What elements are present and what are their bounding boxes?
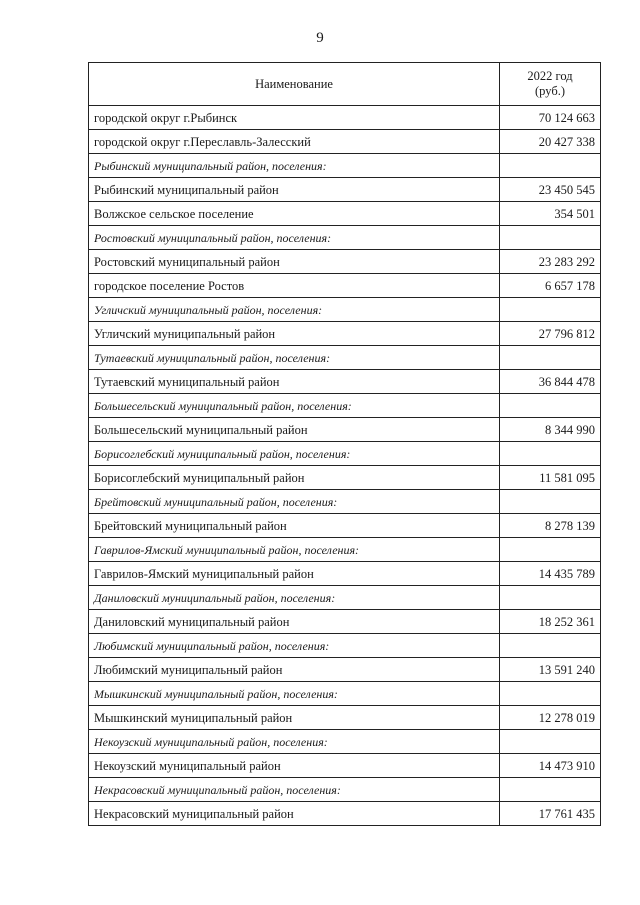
- amount-cell: [500, 346, 601, 370]
- header-amount: [500, 63, 601, 106]
- table-row: [89, 178, 601, 202]
- table-row: [89, 130, 601, 154]
- amount-cell: 8 278 139: [500, 514, 601, 538]
- group-heading-row: [89, 298, 601, 322]
- amount-cell: 17 761 435: [500, 802, 601, 826]
- amount-cell: 8 344 990: [500, 418, 601, 442]
- amount-cell: 20 427 338: [500, 130, 601, 154]
- group-heading-cell: Даниловский муниципальный район, поселения:: [89, 586, 500, 610]
- name-cell: городской округ г.Рыбинск: [89, 106, 500, 130]
- group-heading-row: [89, 586, 601, 610]
- group-heading-cell: Тутаевский муниципальный район, поселения:: [89, 346, 500, 370]
- name-cell: городское поселение Ростов: [89, 274, 500, 298]
- group-heading-cell: Любимский муниципальный район, поселения:: [89, 634, 500, 658]
- amount-cell: 70 124 663: [500, 106, 601, 130]
- table-header-row: [89, 63, 601, 106]
- name-cell: городской округ г.Переславль-Залесский: [89, 130, 500, 154]
- table-row: [89, 610, 601, 634]
- amount-cell: [500, 394, 601, 418]
- name-cell: Некрасовский муниципальный район: [89, 802, 500, 826]
- name-cell: Рыбинский муниципальный район: [89, 178, 500, 202]
- table-row: [89, 466, 601, 490]
- amount-cell: 11 581 095: [500, 466, 601, 490]
- amount-cell: [500, 634, 601, 658]
- table-row: [89, 754, 601, 778]
- amount-cell: [500, 586, 601, 610]
- group-heading-row: [89, 226, 601, 250]
- table-row: [89, 706, 601, 730]
- header-amount-year: 2022 год: [527, 69, 573, 83]
- amount-cell: 14 473 910: [500, 754, 601, 778]
- name-cell: Борисоглебский муниципальный район: [89, 466, 500, 490]
- table-row: [89, 106, 601, 130]
- amount-cell: 13 591 240: [500, 658, 601, 682]
- amount-cell: 14 435 789: [500, 562, 601, 586]
- amount-cell: 18 252 361: [500, 610, 601, 634]
- table-row: [89, 250, 601, 274]
- table-row: [89, 322, 601, 346]
- name-cell: Волжское сельское поселение: [89, 202, 500, 226]
- amount-cell: [500, 538, 601, 562]
- group-heading-cell: Гаврилов-Ямский муниципальный район, поселения:: [89, 538, 500, 562]
- header-amount-unit: (руб.): [535, 84, 565, 98]
- group-heading-row: [89, 538, 601, 562]
- name-cell: Ростовский муниципальный район: [89, 250, 500, 274]
- group-heading-row: [89, 442, 601, 466]
- table-row: [89, 370, 601, 394]
- amount-cell: 6 657 178: [500, 274, 601, 298]
- group-heading-cell: Ростовский муниципальный район, поселения:: [89, 226, 500, 250]
- group-heading-cell: Брейтовский муниципальный район, поселения:: [89, 490, 500, 514]
- page-number: 9: [316, 30, 324, 46]
- amount-cell: 354 501: [500, 202, 601, 226]
- group-heading-cell: Угличский муниципальный район, поселения:: [89, 298, 500, 322]
- name-cell: Угличский муниципальный район: [89, 322, 500, 346]
- amount-cell: [500, 778, 601, 802]
- table-row: [89, 514, 601, 538]
- table-body: [89, 106, 601, 826]
- name-cell: Брейтовский муниципальный район: [89, 514, 500, 538]
- amount-cell: [500, 442, 601, 466]
- name-cell: Любимский муниципальный район: [89, 658, 500, 682]
- group-heading-row: [89, 490, 601, 514]
- table-row: [89, 274, 601, 298]
- group-heading-row: [89, 394, 601, 418]
- amount-cell: 36 844 478: [500, 370, 601, 394]
- group-heading-cell: Борисоглебский муниципальный район, поселения:: [89, 442, 500, 466]
- table-row: [89, 562, 601, 586]
- group-heading-cell: Мышкинский муниципальный район, поселения:: [89, 682, 500, 706]
- group-heading-row: [89, 346, 601, 370]
- amount-cell: [500, 730, 601, 754]
- group-heading-cell: Большесельский муниципальный район, поселения:: [89, 394, 500, 418]
- group-heading-row: [89, 634, 601, 658]
- table-row: [89, 202, 601, 226]
- header-name: Наименование: [89, 63, 500, 106]
- amount-cell: 23 450 545: [500, 178, 601, 202]
- group-heading-cell: Некоузский муниципальный район, поселения:: [89, 730, 500, 754]
- name-cell: Большесельский муниципальный район: [89, 418, 500, 442]
- name-cell: Даниловский муниципальный район: [89, 610, 500, 634]
- group-heading-row: [89, 778, 601, 802]
- table-row: [89, 802, 601, 826]
- amount-cell: [500, 490, 601, 514]
- amount-cell: 12 278 019: [500, 706, 601, 730]
- amount-cell: [500, 682, 601, 706]
- table-row: [89, 658, 601, 682]
- group-heading-cell: Некрасовский муниципальный район, поселения:: [89, 778, 500, 802]
- name-cell: Тутаевский муниципальный район: [89, 370, 500, 394]
- table-row: [89, 418, 601, 442]
- group-heading-row: [89, 730, 601, 754]
- amount-cell: [500, 298, 601, 322]
- name-cell: Гаврилов-Ямский муниципальный район: [89, 562, 500, 586]
- amount-cell: 23 283 292: [500, 250, 601, 274]
- amount-cell: [500, 154, 601, 178]
- amount-cell: [500, 226, 601, 250]
- amount-cell: 27 796 812: [500, 322, 601, 346]
- name-cell: Мышкинский муниципальный район: [89, 706, 500, 730]
- group-heading-row: [89, 154, 601, 178]
- name-cell: Некоузский муниципальный район: [89, 754, 500, 778]
- group-heading-cell: Рыбинский муниципальный район, поселения:: [89, 154, 500, 178]
- budget-table: [88, 62, 601, 826]
- group-heading-row: [89, 682, 601, 706]
